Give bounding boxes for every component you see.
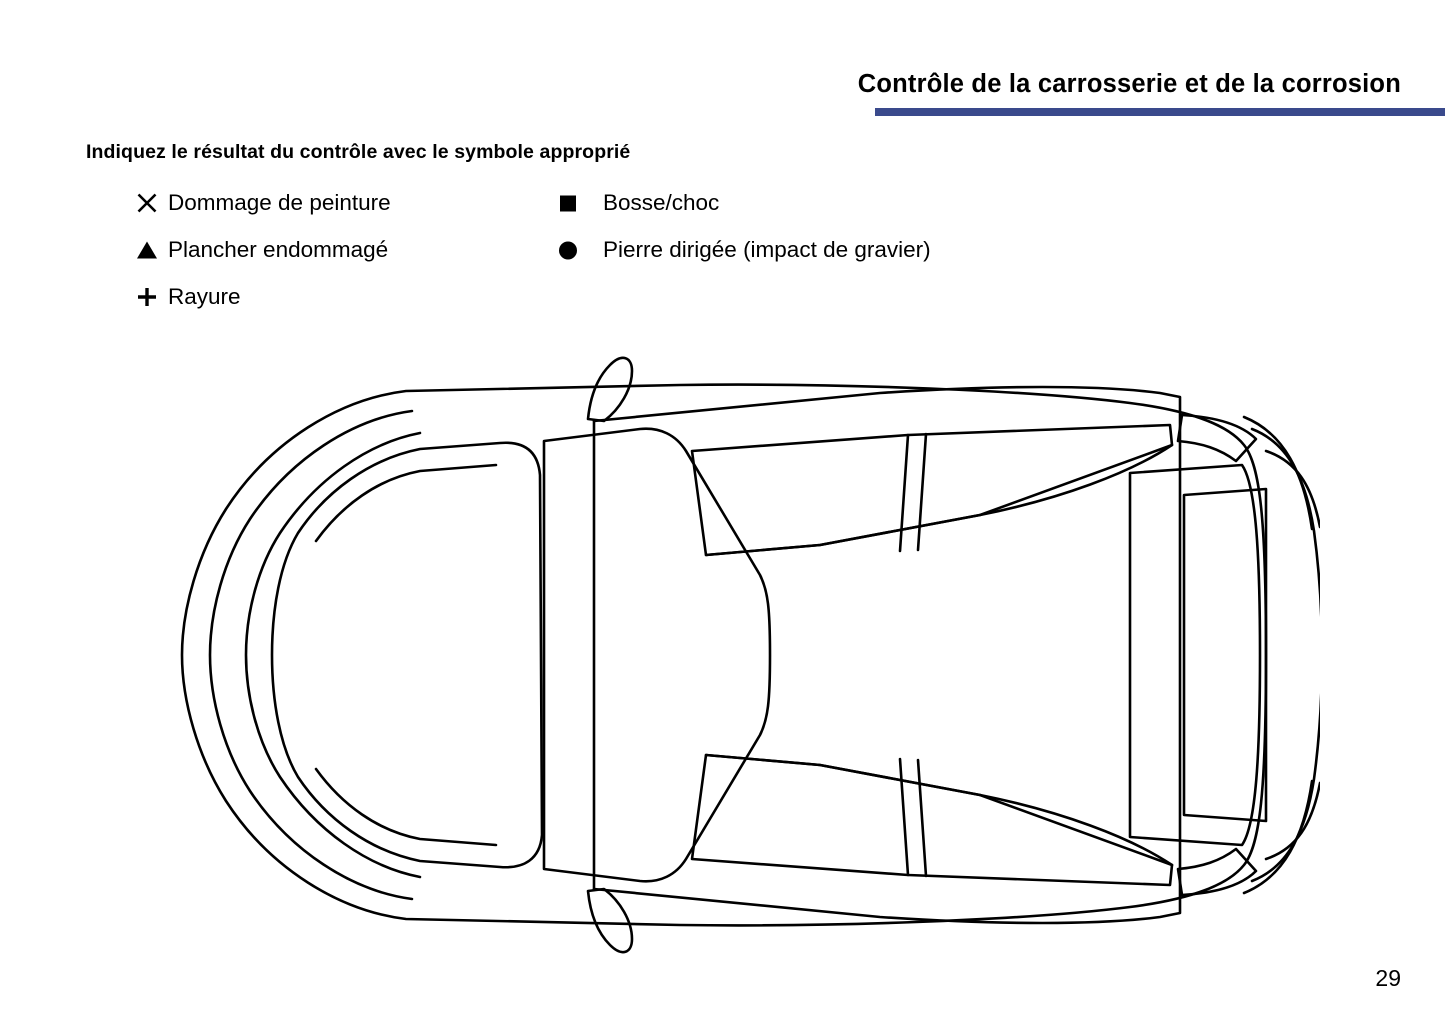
legend-row — [130, 278, 1110, 325]
car-top-view-diagram — [120, 355, 1320, 955]
plus-icon — [130, 285, 164, 309]
instruction-text: Indiquez le résultat du contrôle avec le symbole approprié — [86, 141, 631, 163]
page-header — [0, 70, 1445, 120]
legend-item-floor-damage — [130, 231, 388, 269]
legend-label: Bosse/choc — [603, 189, 720, 215]
filled-square-icon — [551, 191, 585, 215]
symbol-legend — [130, 184, 1110, 325]
legend-item-paint-damage — [130, 184, 391, 222]
cross-x-icon — [130, 191, 164, 215]
page-title: Contrôle de la carrosserie et de la corrosion — [857, 70, 1401, 98]
filled-circle-icon — [551, 238, 585, 262]
legend-label: Pierre dirigée (impact de gravier) — [603, 236, 931, 262]
legend-row — [130, 184, 1110, 231]
legend-item-stone-chip — [551, 231, 931, 269]
page-number: 29 — [1375, 965, 1401, 991]
legend-item-scratch — [130, 278, 241, 316]
legend-item-dent — [551, 184, 719, 222]
legend-row — [130, 231, 1110, 278]
legend-label: Dommage de peinture — [168, 189, 391, 215]
header-rule — [875, 108, 1445, 116]
legend-label: Plancher endommagé — [168, 236, 389, 262]
filled-triangle-icon — [130, 238, 164, 262]
legend-label: Rayure — [168, 283, 241, 309]
